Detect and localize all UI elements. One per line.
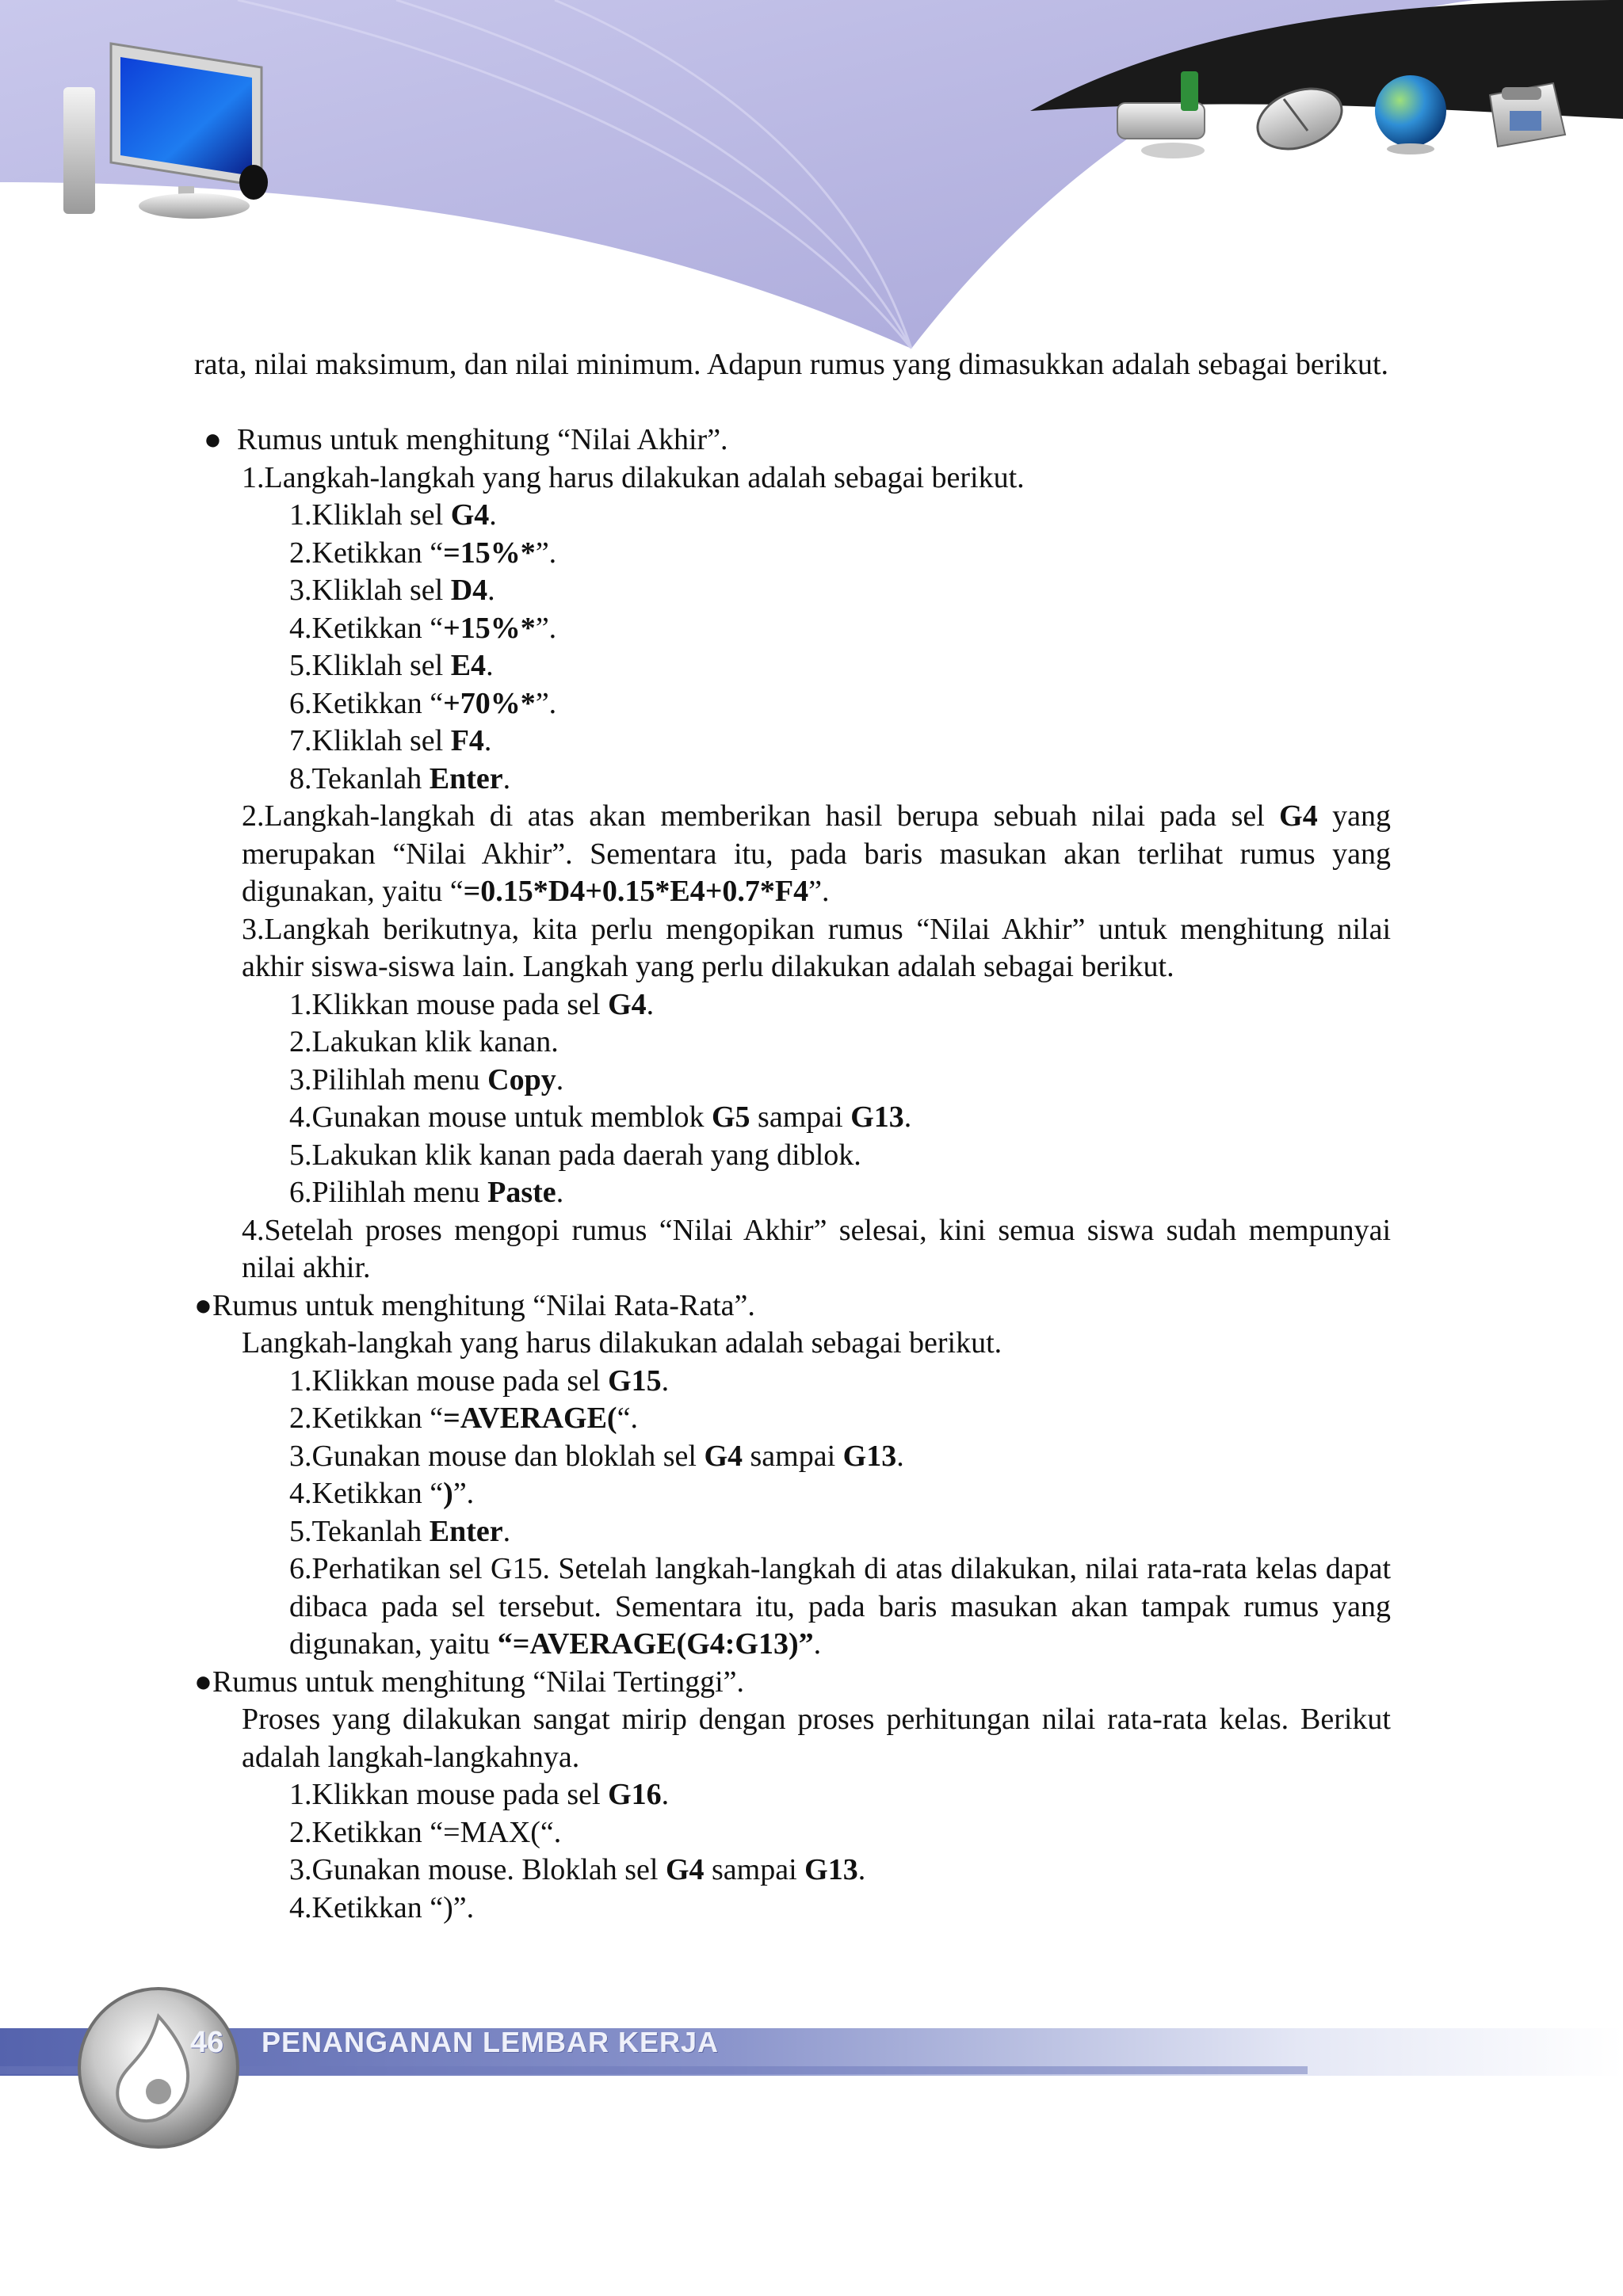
nilai-akhir-substep-step-7: 7.Kliklah sel F4. (289, 724, 492, 757)
cd-disc-icon (79, 1989, 238, 2147)
section-nilai-akhir-heading: ● Rumus untuk menghitung “Nilai Akhir”. (194, 421, 1391, 460)
nilai-rata-rata-step-2: 2.Ketikkan “=AVERAGE(“. (289, 1402, 638, 1435)
running-title: PENANGANAN LEMBAR KERJA (262, 2026, 720, 2058)
page-number: 46 (190, 2026, 224, 2059)
nilai-rata-rata-step-5: 5.Tekanlah Enter. (289, 1514, 511, 1548)
nilai-rata-rata-step-1: 1.Klikkan mouse pada sel G15. (289, 1363, 670, 1398)
nilai-tertinggi-intro: Proses yang dilakukan sangat mirip dengan proses perhitungan nilai rata-rata kelas. Berikut adalah langkah-langkahnya. (242, 1703, 1391, 1774)
nilai-rata-rata-step-6: 6.Perhatikan sel G15. Setelah langkah-langkah di atas dilakukan, nilai rata-rata kelas dapat dibaca pada sel tersebut. Sementara itu, pada baris masukan akan tampak rumus yang digunakan, yaitu “=AVERAGE(G4:G13)”. (289, 1552, 1391, 1661)
nilai-akhir-substep-step-6: 6.Ketikkan “+70%*”. (289, 686, 557, 720)
copy-formula-substep-step-3: 3.Pilihlah menu Copy. (289, 1062, 564, 1097)
copy-formula-substep-step-1: 1.Klikkan mouse pada sel G4. (289, 987, 655, 1021)
footer-banner (0, 1973, 1623, 2171)
nilai-akhir-substep-step-2: 2.Ketikkan “=15%*”. (289, 536, 557, 570)
telephone-icon (1490, 83, 1565, 147)
nilai-akhir-substep-step-4: 4.Ketikkan “+15%*”. (289, 611, 557, 645)
copy-formula-substep-step-5: 5.Lakukan klik kanan pada daerah yang diblok. (289, 1138, 861, 1172)
nilai-akhir-step-group-4: 4.Setelah proses mengopi rumus “Nilai Akhir” selesai, kini semua siswa sudah mempunyai nilai akhir. (242, 1213, 1391, 1284)
nilai-tertinggi-step-3: 3.Gunakan mouse. Bloklah sel G4 sampai G13. (289, 1853, 866, 1886)
header-banner (0, 0, 1623, 364)
nilai-akhir-substep-step-8: 8.Tekanlah Enter. (289, 761, 511, 795)
copy-formula-substep-step-2: 2.Lakukan klik kanan. (289, 1025, 559, 1058)
section-nilai-rata-rata-heading: ●Rumus untuk menghitung “Nilai Rata-Rata”. (194, 1288, 755, 1322)
nilai-tertinggi-step-2: 2.Ketikkan “=MAX(“. (289, 1815, 562, 1849)
copy-formula-substep-step-4: 4.Gunakan mouse untuk memblok G5 sampai G13. (289, 1100, 912, 1134)
intro-paragraph: rata, nilai maksimum, dan nilai minimum. Adapun rumus yang dimasukkan adalah sebagai berikut. (194, 348, 1389, 381)
nilai-tertinggi-step-1: 1.Klikkan mouse pada sel G16. (289, 1778, 670, 1811)
page-body (194, 346, 1391, 1927)
nilai-akhir-step-group-3: 3.Langkah berikutnya, kita perlu mengopikan rumus “Nilai Akhir” untuk menghitung nilai akhir siswa-siswa lain. Langkah yang perlu dilakukan adalah sebagai berikut. (242, 912, 1391, 983)
nilai-akhir-step-group-1: 1.Langkah-langkah yang harus dilakukan adalah sebagai berikut. (242, 460, 1025, 494)
nilai-rata-rata-intro: Langkah-langkah yang harus dilakukan adalah sebagai berikut. (242, 1326, 1002, 1360)
nilai-akhir-substep-step-1: 1.Kliklah sel G4. (289, 498, 497, 532)
nilai-tertinggi-step-4: 4.Ketikkan “)”. (289, 1890, 475, 1924)
bullet-icon: ● (204, 423, 222, 456)
nilai-akhir-substep-step-5: 5.Kliklah sel E4. (289, 649, 494, 682)
nilai-akhir-step-group-2: 2.Langkah-langkah di atas akan memberikan hasil berupa sebuah nilai pada sel G4 yang merupakan “Nilai Akhir”. Sementara itu, pada baris masukan akan terlihat rumus yang digunakan, yaitu “=0.15*D4+0.15*E4+0.7*F4”. (242, 799, 1391, 908)
nilai-rata-rata-step-3: 3.Gunakan mouse dan bloklah sel G4 sampai G13. (289, 1439, 904, 1473)
nilai-rata-rata-step-4: 4.Ketikkan “)”. (289, 1477, 475, 1510)
section-nilai-tertinggi-heading: ●Rumus untuk menghitung “Nilai Tertinggi”. (194, 1665, 745, 1699)
globe-icon (1375, 75, 1446, 154)
nilai-akhir-substep-step-3: 3.Kliklah sel D4. (289, 574, 495, 607)
copy-formula-substep-step-6: 6.Pilihlah menu Paste. (289, 1176, 564, 1209)
